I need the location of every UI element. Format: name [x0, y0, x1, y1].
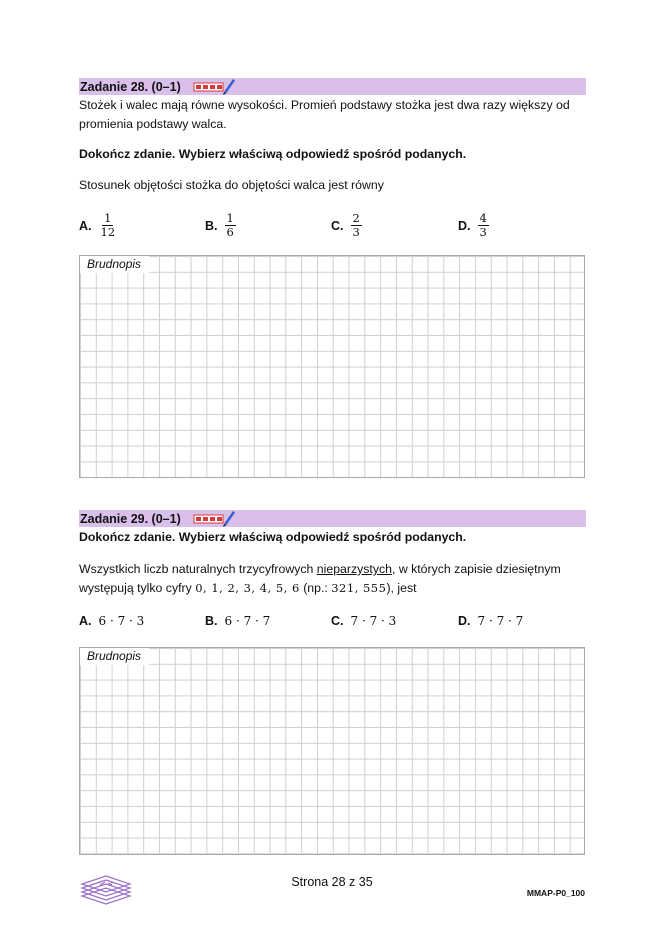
option-expression: 7 · 7 · 3	[350, 614, 397, 628]
fraction-denominator: 3	[479, 225, 487, 239]
option-letter: C.	[331, 614, 344, 628]
page-number: Strona 28 z 35	[291, 875, 373, 889]
task-28-header	[79, 78, 586, 95]
editable-answer-pencil-icon	[193, 509, 237, 529]
fraction-denominator: 12	[100, 225, 116, 239]
stem-text: (np.:	[299, 580, 332, 595]
task-29-option-b[interactable]	[205, 614, 270, 628]
scratch-label: Brudnopis	[80, 648, 149, 665]
option-letter: D.	[458, 218, 471, 233]
stem-text: ), jest	[386, 580, 417, 595]
fraction-numerator: 2	[352, 211, 360, 225]
editable-answer-pencil-icon	[193, 77, 237, 97]
digits-list: 0, 1, 2, 3, 4, 5, 6	[195, 580, 300, 595]
option-fraction	[99, 212, 118, 239]
task-28-stem: Stosunek objętości stożka do objętości walca jest równy	[79, 178, 384, 192]
option-expression: 6 · 7 · 3	[98, 614, 145, 628]
option-letter: B.	[205, 218, 218, 233]
task-29-option-d[interactable]	[458, 614, 523, 628]
fraction-numerator: 4	[479, 211, 487, 225]
task-28-instruction: Dokończ zdanie. Wybierz właściwą odpowiedź spośród podanych.	[79, 147, 467, 161]
fraction-denominator: 3	[352, 225, 360, 239]
option-expression: 7 · 7 · 7	[477, 614, 524, 628]
fraction-denominator: 6	[226, 225, 234, 239]
stem-text: występują tylko cyfry	[79, 580, 196, 595]
task-28-title: Zadanie 28. (0–1)	[80, 79, 181, 94]
option-letter: D.	[458, 614, 471, 628]
document-code: MMAP-P0_100	[526, 888, 585, 898]
task-28-option-a[interactable]	[79, 212, 117, 239]
task-29-header	[79, 510, 586, 527]
task-29-stem	[79, 560, 589, 597]
task-28-text: Stożek i walec mają równe wysokości. Promień podstawy stożka jest dwa razy większy od promienia podstawy walca.	[79, 98, 570, 131]
task-29-option-a[interactable]	[79, 614, 144, 628]
example-numbers: 321, 555	[331, 580, 387, 595]
task-28-scratch-grid[interactable]	[79, 255, 585, 478]
task-29-instruction: Dokończ zdanie. Wybierz właściwą odpowiedź spośród podanych.	[79, 530, 467, 544]
task-29-title: Zadanie 29. (0–1)	[80, 511, 181, 526]
task-29-scratch-grid[interactable]	[79, 647, 585, 855]
option-fraction	[351, 212, 362, 239]
option-letter: A.	[79, 614, 92, 628]
option-expression: 6 · 7 · 7	[224, 614, 271, 628]
fraction-numerator: 1	[104, 211, 112, 225]
task-28-option-d[interactable]	[458, 212, 489, 239]
scratch-label: Brudnopis	[80, 256, 149, 273]
task-28-answers	[79, 212, 586, 242]
option-letter: C.	[331, 218, 344, 233]
stem-underlined-word: nieparzystych	[316, 562, 392, 576]
stem-text: Wszystkich liczb naturalnych trzycyfrowych	[79, 562, 317, 576]
task-28-option-b[interactable]	[205, 212, 236, 239]
task-28-option-c[interactable]	[331, 212, 362, 239]
task-29-answers	[79, 614, 586, 632]
option-letter: B.	[205, 614, 218, 628]
option-letter: A.	[79, 218, 92, 233]
option-fraction	[478, 212, 489, 239]
task-29-option-c[interactable]	[331, 614, 396, 628]
fraction-numerator: 1	[226, 211, 234, 225]
option-fraction	[225, 212, 236, 239]
stem-text: , w których zapisie dziesiętnym	[391, 562, 561, 576]
